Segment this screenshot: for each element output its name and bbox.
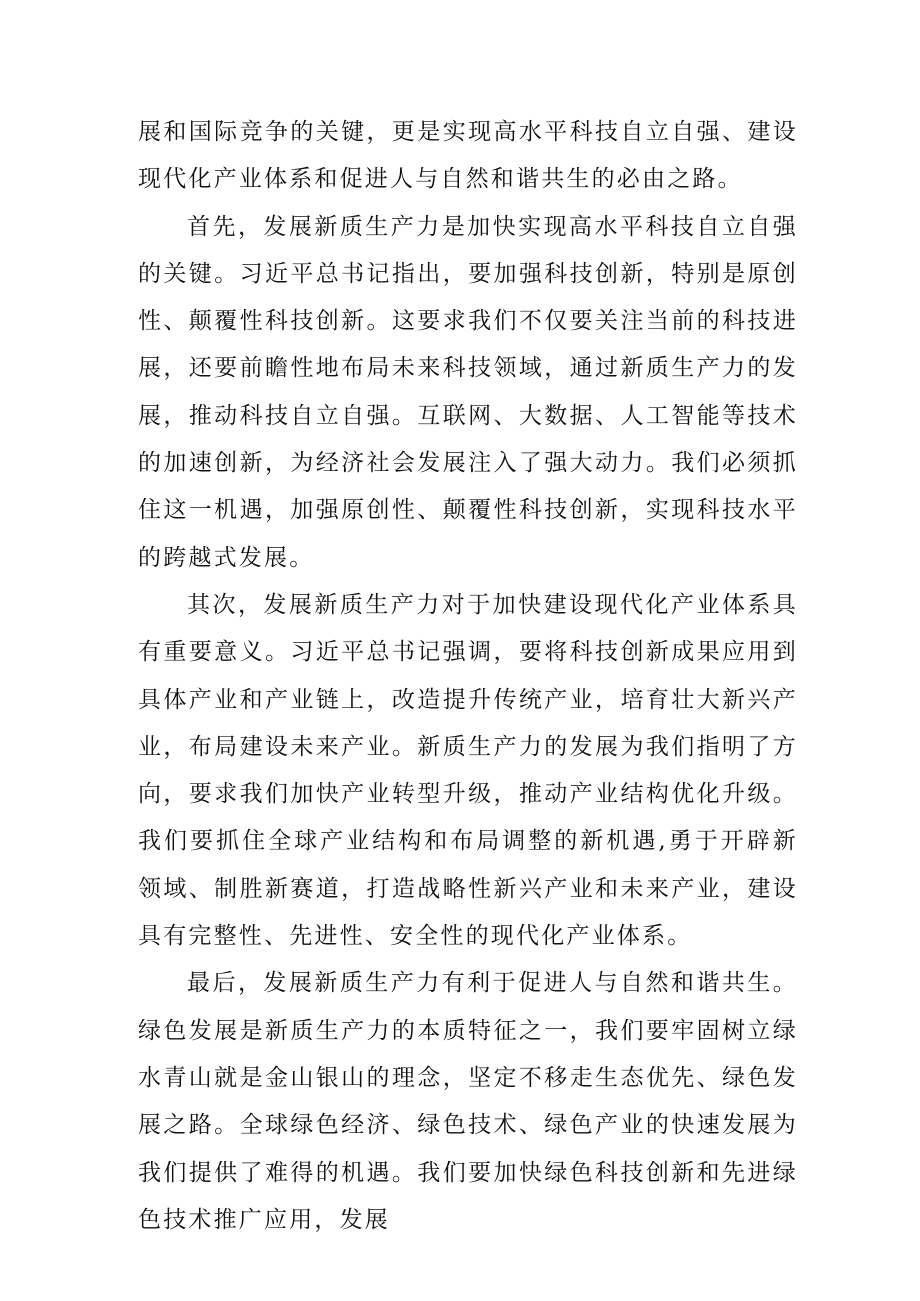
- paragraph-continuation: 展和国际竞争的关键，更是实现高水平科技自立自强、建设现代化产业体系和促进人与自然和谐共生的必由之路。: [138, 119, 798, 193]
- paragraph-final-point: 最后，发展新质生产力有利于促进人与自然和谐共生。绿色发展是新质生产力的本质特征之一，我们要牢固树立绿水青山就是金山银山的理念，坚定不移走生态优先、绿色发展之路。全球绿色经济、绿色技术、绿色产业的快速发展为我们提供了难得的机遇。我们要加快绿色科技创新和先进绿色技术推广应用，发展: [138, 970, 798, 1233]
- paragraph-first-point: 首先，发展新质生产力是加快实现高水平科技自立自强的关键。习近平总书记指出，要加强科技创新，特别是原创性、颠覆性科技创新。这要求我们不仅要关注当前的科技进展，还要前瞻性地布局未来科技领域，通过新质生产力的发展，推动科技自立自强。互联网、大数据、人工智能等技术的加速创新，为经济社会发展注入了强大动力。我们必须抓住这一机遇，加强原创性、颠覆性科技创新，实现科技水平的跨越式发展。: [138, 213, 798, 571]
- document-body: [138, 109, 798, 1244]
- paragraph-second-point: 其次，发展新质生产力对于加快建设现代化产业体系具有重要意义。习近平总书记强调，要将科技创新成果应用到具体产业和产业链上，改造提升传统产业，培育壮大新兴产业，布局建设未来产业。新质生产力的发展为我们指明了方向，要求我们加快产业转型升级，推动产业结构优化升级。我们要抓住全球产业结构和布局调整的新机遇,勇于开辟新领域、制胜新赛道，打造战略性新兴产业和未来产业，建设具有完整性、先进性、安全性的现代化产业体系。: [138, 591, 798, 950]
